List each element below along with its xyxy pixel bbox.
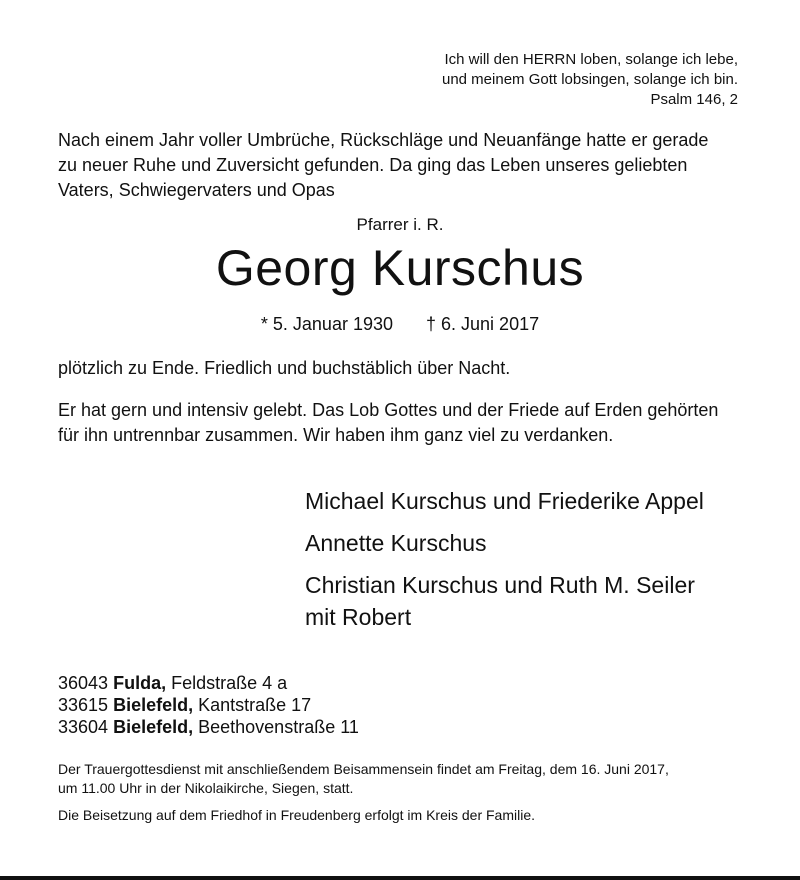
bottom-border <box>0 876 800 880</box>
mourner-line: Christian Kurschus und Ruth M. Seiler <box>305 572 695 598</box>
service-line: um 11.00 Uhr in der Nikolaikirche, Siegen, statt. <box>58 780 354 796</box>
life-dates <box>0 312 800 336</box>
verse-line: Ich will den HERRN loben, solange ich lebe, <box>444 51 738 68</box>
intro-line: Vaters, Schwiegervaters und Opas <box>58 180 335 200</box>
address-line <box>58 694 359 716</box>
intro-line: zu neuer Ruhe und Zuversicht gefunden. Da ging das Leben unseres geliebten <box>58 155 688 175</box>
address-street: Feldstraße 4 a <box>171 673 288 693</box>
birth-date: * 5. Januar 1930 <box>260 314 393 334</box>
mourner-line: Michael Kurschus und Friederike Appel <box>305 488 704 514</box>
address-city: Bielefeld, <box>113 717 194 737</box>
address-street: Kantstraße 17 <box>198 695 312 715</box>
address-line <box>58 672 359 694</box>
paragraph-tribute <box>58 398 742 448</box>
address-zip: 36043 <box>58 673 109 693</box>
bible-verse <box>442 50 738 110</box>
paragraph-ending: plötzlich zu Ende. Friedlich und buchstäblich über Nacht. <box>58 358 511 378</box>
deceased-name: Georg Kurschus <box>215 240 585 296</box>
tribute-line: für ihn untrennbar zusammen. Wir haben ihm ganz viel zu verdanken. <box>58 425 614 445</box>
address-zip: 33604 <box>58 717 109 737</box>
tribute-line: Er hat gern und intensiv gelebt. Das Lob Gottes und der Friede auf Erden gehörten <box>58 400 719 420</box>
address-city: Bielefeld, <box>113 695 194 715</box>
death-date: † 6. Juni 2017 <box>426 314 540 334</box>
mourner-line: Annette Kurschus <box>305 530 487 556</box>
mourners-list <box>305 485 704 633</box>
intro-line: Nach einem Jahr voller Umbrüche, Rückschläge und Neuanfänge hatte er gerade <box>58 130 709 150</box>
service-line: Der Trauergottesdienst mit anschließendem Beisammensein findet am Freitag, dem 16. Juni 2017, <box>58 761 669 777</box>
verse-line: und meinem Gott lobsingen, solange ich bin. <box>441 71 738 88</box>
address-street: Beethovenstraße 11 <box>198 717 359 737</box>
intro-paragraph <box>58 128 742 203</box>
address-line <box>58 716 359 738</box>
verse-reference: Psalm 146, 2 <box>650 91 738 108</box>
service-notice <box>58 760 748 798</box>
address-city: Fulda, <box>113 673 167 693</box>
burial-notice: Die Beisetzung auf dem Friedhof in Freudenberg erfolgt im Kreis der Familie. <box>58 807 535 823</box>
mourner-line: mit Robert <box>305 604 412 630</box>
address-zip: 33615 <box>58 695 109 715</box>
deceased-title: Pfarrer i. R. <box>356 215 444 234</box>
address-list <box>58 672 359 738</box>
